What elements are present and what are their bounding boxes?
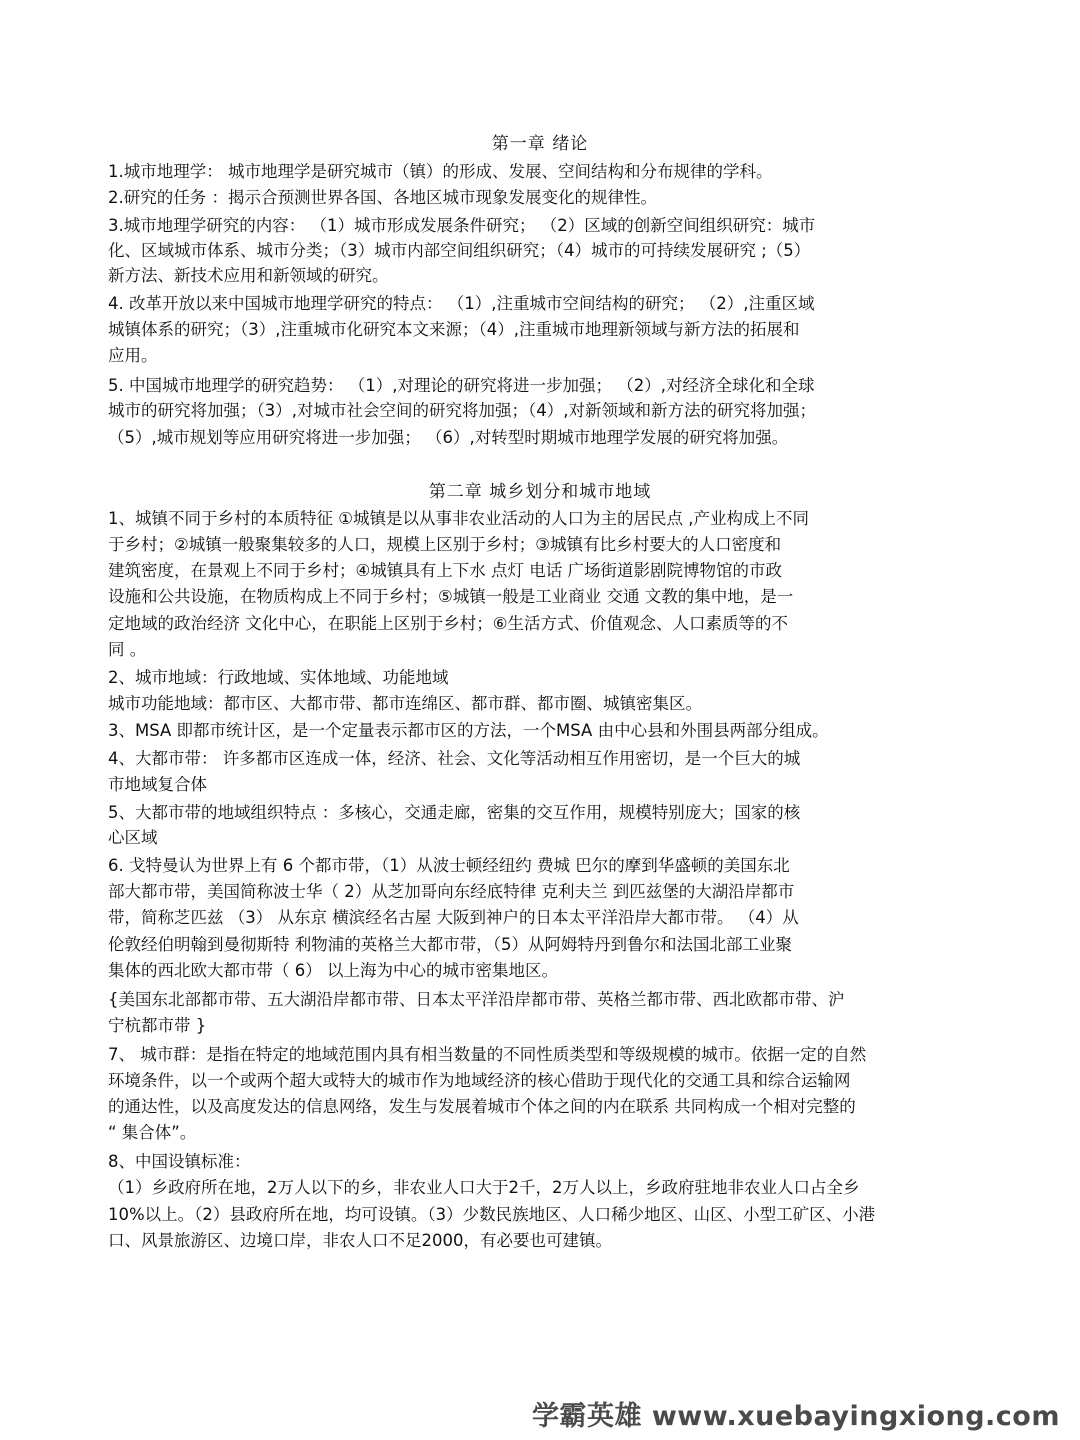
- ch1-line: 1.城市地理学： 城市地理学是研究城市（镇）的形成、发展、空间结构和分布规律的学科。: [108, 162, 773, 181]
- ch2-line: “ 集合体”。: [108, 1123, 197, 1142]
- ch2-line: 设施和公共设施，在物质构成上不同于乡村；⑤城镇一般是工业商业 交通 文教的集中地，是一: [108, 587, 794, 606]
- chapter-2-title: 第二章 城乡划分和城市地域: [428, 482, 652, 502]
- ch2-line: 伦敦经伯明翰到曼彻斯特 利物浦的英格兰大都市带，（5）从阿姆特丹到鲁尔和法国北部工业聚: [108, 935, 792, 954]
- ch2-line: 10%以上。（2）县政府所在地，均可设镇。（3）少数民族地区、人口稀少地区、山区、小型工矿区、小港: [108, 1205, 876, 1224]
- chapter-1-title: 第一章 绪论: [491, 134, 589, 154]
- ch2-line: 建筑密度，在景观上不同于乡村；④城镇具有上下水 点灯 电话 广场街道影剧院博物馆的市政: [108, 561, 783, 580]
- ch1-line: 城镇体系的研究；（3）,注重城市化研究本文来源；（4）,注重城市地理新领域与新方法的拓展和: [108, 320, 800, 339]
- ch2-line: 2、城市地域：行政地域、实体地域、功能地域: [108, 668, 449, 687]
- ch2-line: 1、城镇不同于乡村的本质特征 ①城镇是以从事非农业活动的人口为主的居民点 ,产业构成上不同: [108, 509, 810, 528]
- ch2-line: 城市功能地域：都市区、大都市带、都市连绵区、都市群、都市圈、城镇密集区。: [108, 694, 702, 713]
- ch2-line: 5、大都市带的地域组织特点 ：多核心，交通走廊，密集的交互作用，规模特别庞大；国家的核: [108, 803, 801, 822]
- ch1-line: 新方法、新技术应用和新领域的研究。: [108, 266, 389, 285]
- ch1-line: 4. 改革开放以来中国城市地理学研究的特点： （1）,注重城市空间结构的研究； （2）,注重区域: [108, 294, 815, 313]
- ch2-line: 8、中国设镇标准：: [108, 1152, 251, 1171]
- ch2-line: （1）乡政府所在地，2万人以下的乡，非农业人口大于2千，2万人以上，乡政府驻地非农业人口占全乡: [108, 1178, 860, 1197]
- ch2-line: 口、风景旅游区、边境口岸，非农人口不足2000，有必要也可建镇。: [108, 1231, 612, 1250]
- ch2-line: 部大都市带，美国简称波士华（ 2）从芝加哥向东经底特律 克利夫兰 到匹兹堡的大湖沿岸都市: [108, 882, 795, 901]
- ch2-line: 宁杭都市带 }: [108, 1016, 207, 1035]
- ch2-line: 心区域: [108, 828, 158, 847]
- watermark-text: 学霸英雄 www.xuebayingxiong.com: [531, 1401, 1060, 1432]
- ch2-line: 于乡村；②城镇一般聚集较多的人口，规模上区别于乡村；③城镇有比乡村要大的人口密度和: [108, 535, 782, 554]
- ch1-line: 城市的研究将加强；（3）,对城市社会空间的研究将加强；（4）,对新领域和新方法的研究将加强；: [108, 401, 816, 420]
- ch1-line: （5）,城市规划等应用研究将进一步加强； （6）,对转型时期城市地理学发展的研究将加强。: [108, 428, 789, 447]
- ch2-line: 环境条件，以一个或两个超大或特大的城市作为地域经济的核心借助于现代化的交通工具和综合运输网: [108, 1071, 851, 1090]
- ch1-line: 3.城市地理学研究的内容： （1）城市形成发展条件研究； （2）区域的创新空间组织研究：城市: [108, 216, 816, 235]
- ch2-line: 集体的西北欧大都市带（ 6） 以上海为中心的城市密集地区。: [108, 961, 558, 980]
- ch2-line: 定地域的政治经济 文化中心，在职能上区别于乡村；⑥生活方式、价值观念、人口素质等的不: [108, 614, 789, 633]
- ch2-line: 6. 戈特曼认为世界上有 6 个都市带，（1）从波士顿经纽约 费城 巴尔的摩到华盛顿的美国东北: [108, 856, 790, 875]
- ch2-line: 市地域复合体: [108, 775, 207, 794]
- ch1-line: 应用。: [108, 346, 158, 365]
- ch1-line: 化、区域城市体系、城市分类；（3）城市内部空间组织研究；（4）城市的可持续发展研究 ;（5）: [108, 241, 811, 260]
- ch2-line: 同 。: [108, 640, 147, 659]
- ch1-line: 5. 中国城市地理学的研究趋势： （1）,对理论的研究将进一步加强； （2）,对经济全球化和全球: [108, 376, 815, 395]
- ch2-line: 4、大都市带： 许多都市区连成一体，经济、社会、文化等活动相互作用密切，是一个巨大的城: [108, 749, 801, 768]
- ch2-line: 7、 城市群：是指在特定的地域范围内具有相当数量的不同性质类型和等级规模的城市。依据一定的自然: [108, 1045, 867, 1064]
- ch2-line: 的通达性，以及高度发达的信息网络，发生与发展着城市个体之间的内在联系 共同构成一个相对完整的: [108, 1097, 856, 1116]
- ch2-line: 带，简称芝匹兹 （3） 从东京 横滨经名古屋 大阪到神户的日本太平洋沿岸大都市带。 （4）从: [108, 908, 799, 927]
- ch2-line: {美国东北部都市带、五大湖沿岸都市带、日本太平洋沿岸都市带、英格兰都市带、西北欧都市带、沪: [108, 990, 845, 1009]
- ch1-line: 2.研究的任务 ：揭示合预测世界各国、各地区城市现象发展变化的规律性。: [108, 188, 657, 207]
- ch2-line: 3、MSA 即都市统计区，是一个定量表示都市区的方法，一个MSA 由中心县和外围县两部分组成。: [108, 721, 829, 740]
